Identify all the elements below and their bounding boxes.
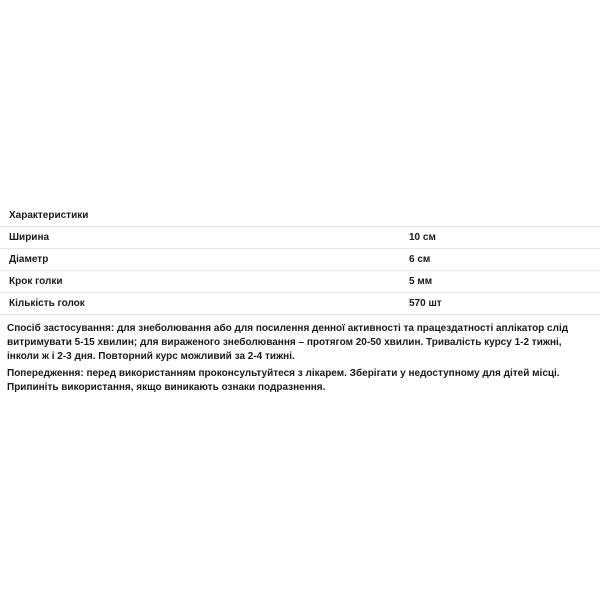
spec-row: [0, 271, 600, 293]
spec-row: [0, 249, 600, 271]
usage-instructions: Спосіб застосування: для знеболювання або для посилення денної активності та працездатності аплікатор слід витримувати 5-15 хвилин; для вираженого знеболювання – протягом 20-50 хвилин. Тривалість курсу 1-2 тижні, інколи ж і 2-3 дня. Повторний курс можливий за 2-4 тижні.: [7, 323, 569, 362]
spec-value: 6 см: [409, 249, 600, 271]
spec-row: [0, 293, 600, 315]
spec-value: 5 мм: [409, 271, 600, 293]
spec-value: 10 см: [409, 227, 600, 249]
specifications-header: Характеристики: [0, 205, 600, 227]
specifications-table: [0, 205, 600, 315]
spec-name: Крок голки: [0, 271, 409, 293]
spec-name: Кількість голок: [0, 293, 409, 315]
warning-text: Попередження: перед використанням проконсультуйтеся з лікарем. Зберігати у недоступному для дітей місці. Припиніть використання, якщо виникають ознаки подразнення.: [7, 368, 560, 393]
spec-name: Діаметр: [0, 249, 409, 271]
spec-row: [0, 227, 600, 249]
spec-name: Ширина: [0, 227, 409, 249]
specifications-header-row: [0, 205, 600, 227]
spec-value: 570 шт: [409, 293, 600, 315]
